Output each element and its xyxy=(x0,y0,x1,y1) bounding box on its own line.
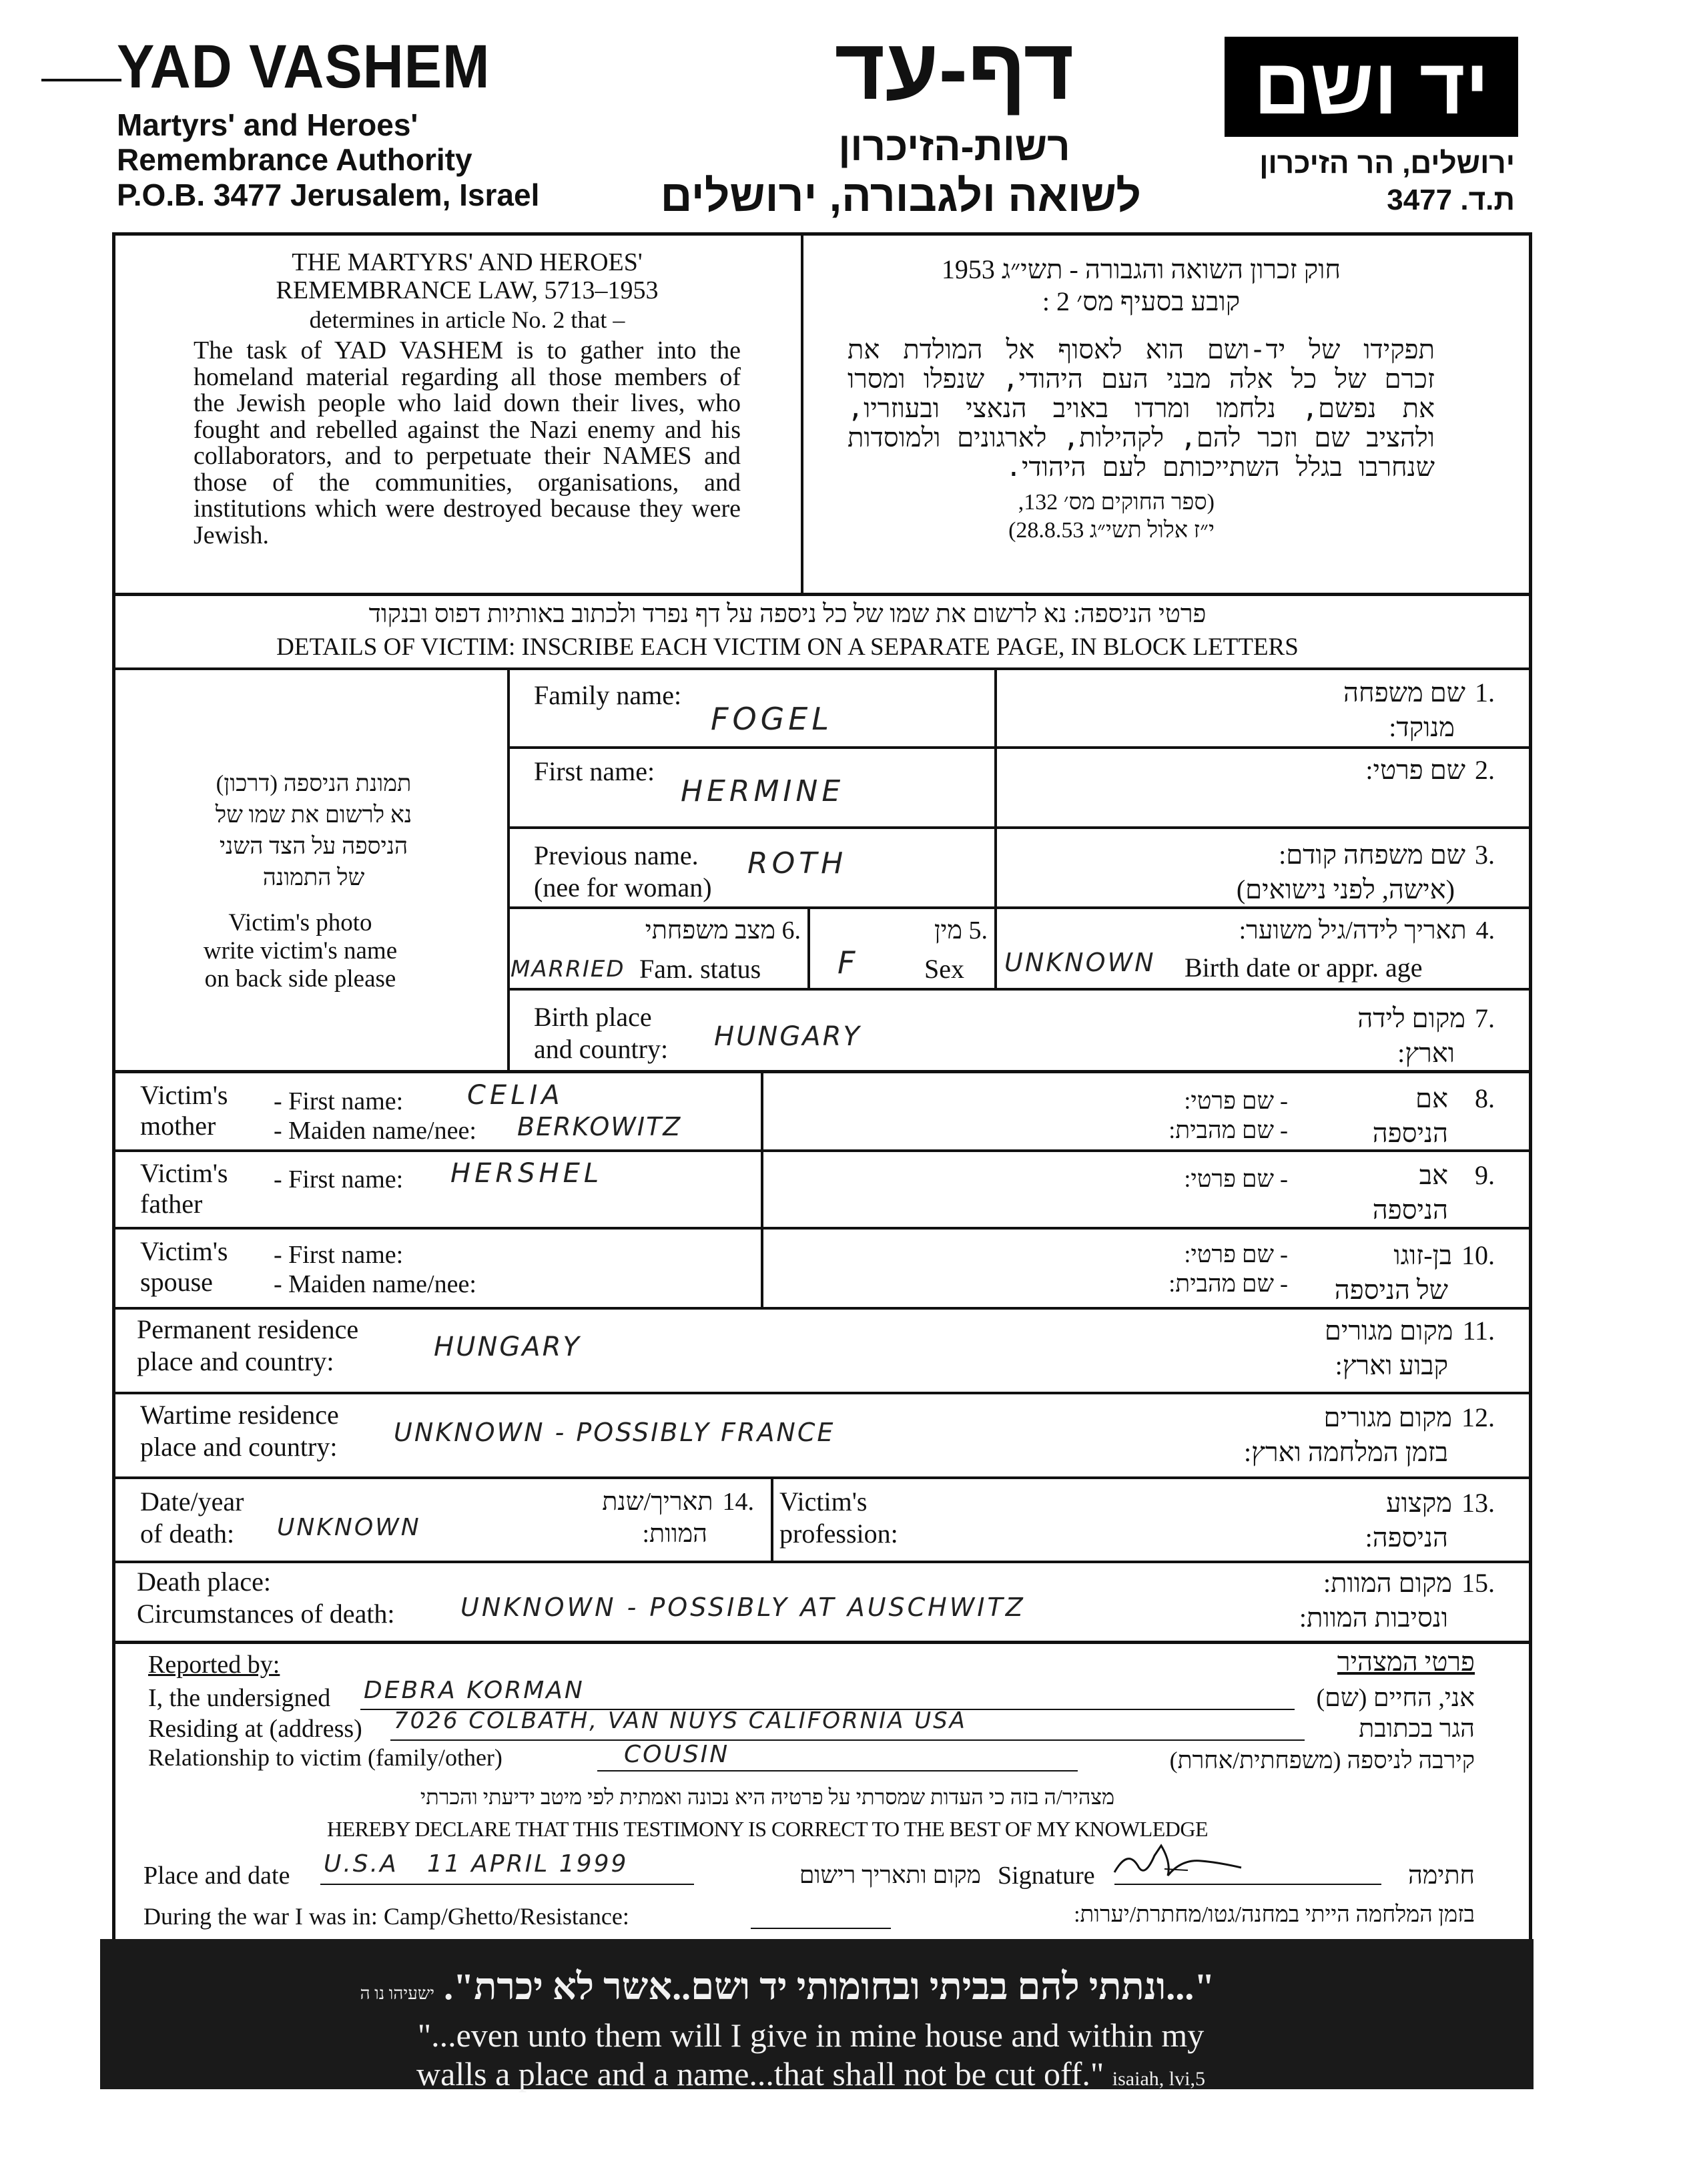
previous-name-label xyxy=(534,840,712,904)
footer-en-ref: isaiah, lvi,5 xyxy=(1112,2068,1205,2090)
signature-label: Signature xyxy=(998,1862,1095,1890)
declare-he: מצהיר/ה בזה כי העדות שמסרתי על פרטיה היא נכונה ואמתית לפי מיטב ידיעתי והכרתי xyxy=(420,1785,1115,1809)
he-address-1: ירושלים, הר הזיכרון xyxy=(1259,147,1515,180)
signature-mark xyxy=(1108,1836,1248,1889)
family-he-1: שם משפחה xyxy=(1343,677,1465,708)
death-date-he xyxy=(534,1486,754,1550)
war-location-label: During the war I was in: Camp/Ghetto/Resistance: xyxy=(143,1903,629,1930)
father-label-1: Victim's xyxy=(140,1158,228,1188)
law-en-title-2: REMEMBRANCE LAW, 5713–1953 xyxy=(276,276,659,304)
war-label-2: place and country: xyxy=(140,1432,338,1462)
death-he-2: המוות: xyxy=(642,1520,707,1548)
birth-place-label-1: Birth place xyxy=(534,1002,652,1032)
relation-value[interactable]: COUSIN xyxy=(624,1741,730,1768)
father-he xyxy=(1308,1158,1495,1227)
spouse-maiden-label: - Maiden name/nee: xyxy=(274,1270,476,1298)
sex-label: Sex xyxy=(924,954,964,984)
org-line-1: Martyrs' and Heroes' xyxy=(117,107,418,142)
previous-name-value[interactable]: ROTH xyxy=(747,846,848,880)
details-en-instructions: DETAILS OF VICTIM: INSCRIBE EACH VICTIM ON A SEPARATE PAGE, IN BLOCK LETTERS xyxy=(276,633,1299,661)
law-en-title-1: THE MARTYRS' AND HEROES' xyxy=(292,248,643,276)
first-name-he xyxy=(1068,754,1495,786)
spouse-he-2: של הניספה xyxy=(1334,1275,1448,1305)
footer-en-line-2 xyxy=(200,2055,1421,2093)
father-label-2: father xyxy=(140,1189,203,1219)
previous-he-num: .3 xyxy=(1475,840,1495,870)
father-he-2: הניספה xyxy=(1372,1195,1448,1225)
previous-label-2: (nee for woman) xyxy=(534,872,712,902)
previous-he-1: שם משפחה קודם: xyxy=(1279,840,1465,870)
birth-date-label: Birth date or appr. age xyxy=(1185,952,1423,983)
profession-he-num: .13 xyxy=(1461,1488,1495,1518)
spouse-he-num: .10 xyxy=(1461,1240,1495,1270)
address-he: הגר בכתובת xyxy=(1359,1715,1475,1743)
previous-he-2: (אישה, לפני נישואים) xyxy=(1236,874,1455,904)
war-he xyxy=(1134,1400,1495,1470)
law-he-ref-2: י״ז אלול תשי״ג 28.8.53) xyxy=(1008,518,1215,543)
spouse-first-label: - First name: xyxy=(274,1241,404,1269)
law-en-title-3: determines in article No. 2 that – xyxy=(309,306,625,333)
law-en xyxy=(194,248,741,549)
birth-place-he xyxy=(1068,1001,1495,1071)
sex-value[interactable]: F xyxy=(837,944,860,981)
family-name-label: Family name: xyxy=(534,680,682,710)
birth-place-value[interactable]: HUNGARY xyxy=(714,1021,862,1052)
mother-first-label: - First name: xyxy=(274,1087,404,1115)
footer-en-line-1: "...even unto them will I give in mine house and within my xyxy=(417,2016,1205,2054)
perm-value[interactable]: HUNGARY xyxy=(434,1332,581,1362)
war-location-he: בזמן המלחמה הייתי במחנה/גטו/מחתרת/יערות: xyxy=(1074,1902,1475,1927)
death-place-he xyxy=(1134,1566,1495,1635)
perm-label-1: Permanent residence xyxy=(137,1314,359,1344)
mother-label-2: mother xyxy=(140,1111,216,1141)
war-label-1: Wartime residence xyxy=(140,1400,339,1430)
photo-en-line-1: Victim's photo xyxy=(228,909,372,936)
law-he-body: תפקידו של יד-ושם הוא לאסוף אל המולדת את זכרם של כל אלה מבני העם היהודי, שנפלו ומסרו את נפשם, נלחמו ומרדו באויב הנאצי ובעוזריו, ולהציב שם וזכר להם, לקהילות, לארגונים ולמוסדות שנחרבו בגלל השתייכותם לעם היהודי. xyxy=(848,334,1435,483)
profession-he xyxy=(1174,1486,1495,1555)
first-he-num: .2 xyxy=(1475,755,1495,785)
footer-en-line-2-text: walls a place and a name...that shall not be cut off." xyxy=(416,2055,1104,2093)
profession-he-2: הניספה: xyxy=(1365,1523,1448,1553)
logo-text: יד ושם xyxy=(1253,43,1489,131)
mother-he-2: הניספה xyxy=(1372,1118,1448,1148)
signature-he: חתימה xyxy=(1407,1862,1475,1890)
father-first-value[interactable]: HERSHEL xyxy=(450,1158,603,1189)
first-he: שם פרטי: xyxy=(1365,755,1465,785)
mother-label-1: Victim's xyxy=(140,1080,228,1110)
first-name-value[interactable]: HERMINE xyxy=(681,774,845,808)
spouse-he-first: - שם פרטי: xyxy=(1184,1241,1288,1268)
perm-he-1: מקום מגורים xyxy=(1324,1316,1453,1346)
photo-en-line-3: on back side please xyxy=(204,965,396,993)
spouse-label-2: spouse xyxy=(140,1267,213,1297)
sex-he: .5 מין xyxy=(934,916,988,944)
previous-label-1: Previous name. xyxy=(534,840,699,870)
war-value[interactable]: UNKNOWN - POSSIBLY FRANCE xyxy=(394,1418,835,1447)
he-address-2: ת.ד. 3477 xyxy=(1387,184,1515,216)
relation-he: קירבה לניספה (משפחתית/אחרת) xyxy=(1169,1747,1475,1773)
family-he-num: .1 xyxy=(1475,677,1495,708)
perm-label xyxy=(137,1314,358,1378)
spouse-he-1: בן-זוגו xyxy=(1393,1240,1452,1270)
father-he-num: .9 xyxy=(1475,1160,1495,1190)
father-label xyxy=(140,1158,228,1219)
perm-label-2: place and country: xyxy=(137,1346,334,1376)
photo-en-text xyxy=(147,909,454,993)
mother-maiden-label: - Maiden name/nee: xyxy=(274,1117,476,1145)
mother-he-first: - שם פרטי: xyxy=(1184,1087,1288,1114)
place-date-label: Place and date xyxy=(143,1862,290,1890)
death-date-label-2: of death: xyxy=(140,1519,235,1549)
profession-label-1: Victim's xyxy=(779,1486,868,1517)
undersigned-label: I, the undersigned xyxy=(148,1684,331,1712)
death-place-label xyxy=(137,1566,395,1630)
previous-name-he xyxy=(1068,838,1495,907)
death-place-he-2: ונסיבות המוות: xyxy=(1299,1603,1448,1633)
death-place-label-2: Circumstances of death: xyxy=(137,1599,395,1629)
place-date-he: מקום ותאריך רישום xyxy=(799,1862,981,1888)
mother-he xyxy=(1308,1081,1495,1151)
fam-status-he: .6 מצב משפחתי xyxy=(645,916,801,944)
birth-he-num: .4 xyxy=(1475,916,1495,944)
undersigned-value[interactable]: DEBRA KORMAN xyxy=(364,1677,585,1704)
death-place-value[interactable]: UNKNOWN - POSSIBLY AT AUSCHWITZ xyxy=(460,1593,1026,1622)
footer-he-ref: ישעיהו נו ה xyxy=(360,1984,435,2003)
war-he-1: מקום מגורים xyxy=(1323,1402,1452,1432)
war-he-2: בזמן המלחמה וארץ: xyxy=(1244,1437,1448,1467)
photo-he-line-1: תמונת הניספה (דרכון) xyxy=(216,770,412,796)
reporter-title-he: פרטי המצהיר xyxy=(1337,1647,1475,1677)
he-subtitle-2: לשואה ולגבורה, ירושלים xyxy=(660,171,1141,220)
death-place-he-num: .15 xyxy=(1461,1568,1495,1598)
photo-he-text xyxy=(147,768,480,893)
reporter-title: Reported by: xyxy=(148,1651,280,1679)
death-he-num: .14 xyxy=(722,1488,754,1516)
birth-place-label xyxy=(534,1001,668,1065)
details-he-instructions: פרטי הניספה: נא לרשום את שמו של כל ניספה על דף נפרד ולכתוב באותיות דפוס ובנקוד xyxy=(368,600,1207,628)
place-date-value[interactable]: U.S.A 11 APRIL 1999 xyxy=(324,1850,629,1878)
header xyxy=(0,0,1685,234)
birth-place-he-2: וארץ: xyxy=(1397,1038,1455,1068)
mother-he-1: אם xyxy=(1415,1083,1448,1113)
org-title: YAD VASHEM xyxy=(117,33,490,101)
org-line-3: P.O.B. 3477 Jerusalem, Israel xyxy=(117,178,540,212)
profession-label-2: profession: xyxy=(779,1519,898,1549)
birth-he: תאריך לידה/גיל משוער: xyxy=(1239,916,1467,944)
mother-first-value[interactable]: CELIA xyxy=(467,1080,564,1111)
profession-label xyxy=(779,1486,898,1550)
birth-place-label-2: and country: xyxy=(534,1034,669,1064)
death-date-value[interactable]: UNKNOWN xyxy=(277,1514,421,1541)
spouse-he xyxy=(1308,1238,1495,1308)
law-he-title-2: קובע בסעיף מס׳ 2 : xyxy=(1042,286,1241,316)
family-he-2: מנוקד: xyxy=(1389,712,1455,742)
first-name-label: First name: xyxy=(534,756,655,786)
photo-he-line-3: הניספה על הצד השני xyxy=(219,833,408,859)
undersigned-he: אני, החיים (שם) xyxy=(1316,1684,1475,1712)
relation-label: Relationship to victim (family/other) xyxy=(148,1744,502,1771)
birth-place-he-num: .7 xyxy=(1475,1003,1495,1033)
family-name-he xyxy=(1068,675,1495,745)
logo xyxy=(1225,37,1518,137)
law-en-body: The task of YAD VASHEM is to gather into the homeland material regarding all those members of the Jewish people who laid down their lives, who fought and rebelled against the Nazi enemy and his collaborators, and to perpetuate their NAMES and those of the communities, organisations, and institutions which were destroyed because they were Jewish. xyxy=(194,336,741,549)
address-value[interactable]: 7026 COLBATH, VAN NUYS CALIFORNIA USA xyxy=(394,1707,967,1734)
father-he-first: - שם פרטי: xyxy=(1184,1165,1288,1192)
family-name-value[interactable]: FOGEL xyxy=(711,701,833,737)
photo-he-line-2: נא לרשום את שמו של xyxy=(215,802,412,828)
fam-status-label: Fam. status xyxy=(639,954,761,984)
org-line-2: Remembrance Authority xyxy=(117,142,472,177)
footer-he-quote-text: "...ונתתי להם בביתי ובחומותי יד ושם..אשר לא יכרת". xyxy=(444,1966,1215,2008)
perm-he-num: .11 xyxy=(1462,1316,1495,1346)
father-he-1: אב xyxy=(1419,1160,1448,1190)
perm-he xyxy=(1134,1314,1495,1383)
death-date-label-1: Date/year xyxy=(140,1486,244,1517)
birth-date-value[interactable]: UNKNOWN xyxy=(1004,948,1156,977)
mother-label xyxy=(140,1080,228,1141)
birth-place-he-1: מקום לידה xyxy=(1357,1003,1465,1033)
death-place-label-1: Death place: xyxy=(137,1567,271,1597)
death-he-1: תאריך/שנת xyxy=(602,1488,713,1516)
he-subtitle-1: רשות-הזיכרון xyxy=(838,124,1070,169)
he-title: דף-עד xyxy=(834,20,1074,117)
fam-status-value[interactable]: MARRIED xyxy=(511,956,625,983)
birth-date-he xyxy=(1134,916,1495,945)
law-he xyxy=(848,254,1435,545)
spouse-label xyxy=(140,1236,228,1298)
perm-he-2: קבוע וארץ: xyxy=(1335,1350,1448,1380)
mother-maiden-value[interactable]: BERKOWITZ xyxy=(517,1112,682,1141)
mother-he-maiden: - שם מהבית: xyxy=(1168,1117,1288,1143)
father-first-label: - First name: xyxy=(274,1165,404,1193)
footer-he-quote xyxy=(153,1966,1421,2008)
spouse-label-1: Victim's xyxy=(140,1236,228,1266)
address-label: Residing at (address) xyxy=(148,1715,362,1743)
death-place-he-1: מקום המוות: xyxy=(1323,1568,1452,1598)
law-he-title-1: חוק זכרון השואה והגבורה - תשי״ג 1953 xyxy=(941,254,1341,284)
war-label xyxy=(140,1399,339,1463)
death-date-label xyxy=(140,1486,244,1550)
war-he-num: .12 xyxy=(1461,1402,1495,1432)
declare-en: HEREBY DECLARE THAT THIS TESTIMONY IS CORRECT TO THE BEST OF MY KNOWLEDGE xyxy=(326,1817,1208,1841)
law-he-ref-1: (ספר החוקים מס׳ 132, xyxy=(1018,490,1215,515)
profession-he-1: מקצוע xyxy=(1386,1488,1452,1518)
spouse-he-maiden: - שם מהבית: xyxy=(1168,1270,1288,1297)
mother-he-num: .8 xyxy=(1475,1083,1495,1113)
photo-he-line-4: של התמונה xyxy=(262,864,365,890)
photo-en-line-2: write victim's name xyxy=(203,937,398,965)
